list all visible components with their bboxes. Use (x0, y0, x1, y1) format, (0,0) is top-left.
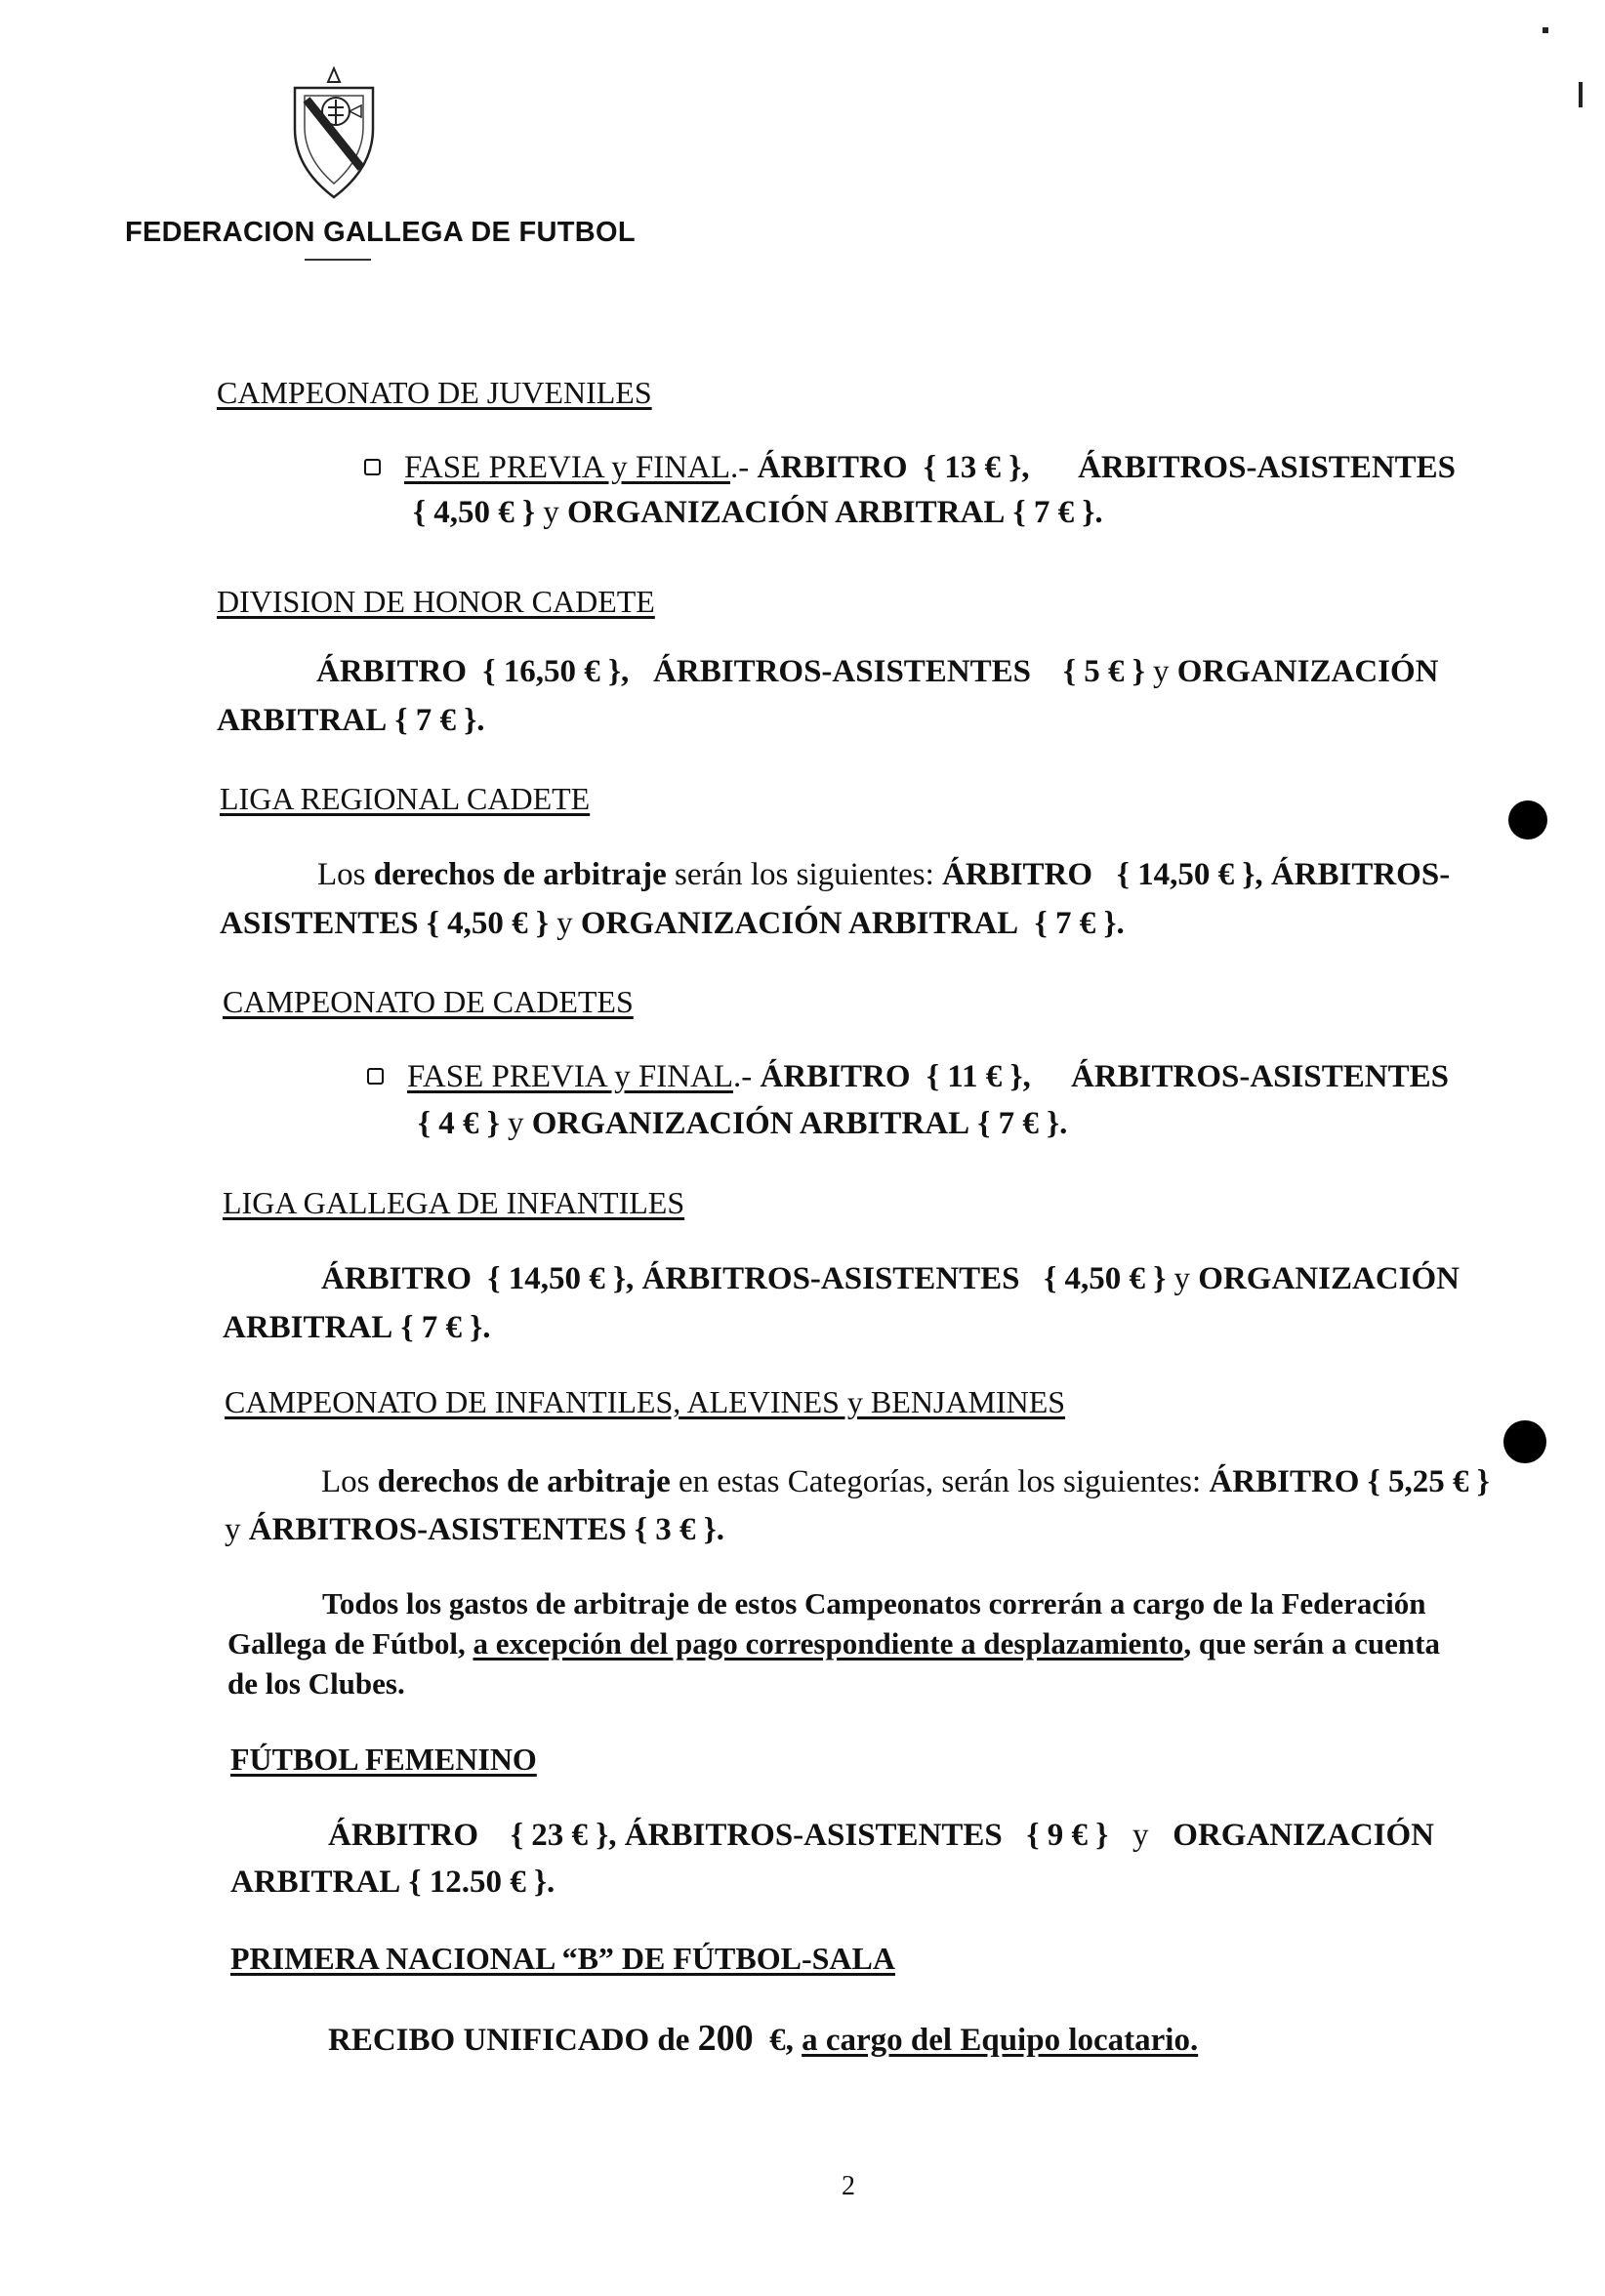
header-rule (305, 259, 371, 261)
honor-cadete-fees-line-1: ÁRBITRO { 16,50 € }, ÁRBITROS-ASISTENTES { 5 € } y ORGANIZACIÓN (316, 654, 1439, 689)
regional-cadete-fees-line-1: Los derechos de arbitraje serán los siguientes: ÁRBITRO { 14,50 € }, ÁRBITROS- (317, 857, 1451, 892)
femenino-fees-line-1: ÁRBITRO { 23 € }, ÁRBITROS-ASISTENTES { 9 € } y ORGANIZACIÓN (328, 1818, 1434, 1853)
section-title-honor-cadete: DIVISION DE HONOR CADETE (217, 584, 655, 619)
cadetes-fees-line-1: FASE PREVIA y FINAL.- ÁRBITRO { 11 € }, ÁRBITROS-ASISTENTES (367, 1059, 1449, 1095)
federation-name: FEDERACION GALLEGA DE FUTBOL (125, 217, 636, 248)
juveniles-fees-line-2: { 4,50 € } y ORGANIZACIÓN ARBITRAL { 7 € }. (413, 495, 1103, 530)
section-title-juveniles: CAMPEONATO DE JUVENILES (217, 375, 652, 410)
infantiles-fees-line-1: ÁRBITRO { 14,50 € }, ÁRBITROS-ASISTENTES { 4,50 € } y ORGANIZACIÓN (321, 1261, 1460, 1296)
federation-crest-icon (289, 61, 379, 207)
juveniles-fees-line-1: FASE PREVIA y FINAL.- ÁRBITRO { 13 € }, ÁRBITROS-ASISTENTES (364, 450, 1456, 486)
gastos-note-line-1: Todos los gastos de arbitraje de estos Campeonatos correrán a cargo de la Federación (322, 1586, 1426, 1620)
page-number: 2 (842, 2171, 855, 2201)
gastos-note-line-2: Gallega de Fútbol, a excepción del pago correspondiente a desplazamiento, que serán a cuenta (227, 1626, 1440, 1660)
section-title-cadetes: CAMPEONATO DE CADETES (223, 984, 634, 1019)
section-title-femenino: FÚTBOL FEMENINO (230, 1742, 537, 1777)
punch-hole (1503, 1420, 1546, 1463)
infantiles-alevines-fees-line-2: y ÁRBITROS-ASISTENTES { 3 € }. (225, 1512, 724, 1547)
section-title-infantiles-alevines: CAMPEONATO DE INFANTILES, ALEVINES y BENJAMINES (225, 1384, 1066, 1419)
section-title-regional-cadete: LIGA REGIONAL CADETE (220, 781, 591, 816)
regional-cadete-fees-line-2: ASISTENTES { 4,50 € } y ORGANIZACIÓN ARBITRAL { 7 € }. (220, 906, 1125, 941)
infantiles-alevines-fees-line-1: Los derechos de arbitraje en estas Categorías, serán los siguientes: ÁRBITRO { 5,25 € } (321, 1464, 1490, 1499)
futbol-sala-recibo-line: RECIBO UNIFICADO de 200 €, a cargo del Equipo locatario. (328, 2018, 1199, 2059)
gastos-note-line-3: de los Clubes. (227, 1666, 405, 1701)
punch-hole (1508, 800, 1547, 840)
honor-cadete-fees-line-2: ARBITRAL { 7 € }. (217, 703, 485, 738)
femenino-fees-line-2: ARBITRAL { 12.50 € }. (230, 1865, 556, 1900)
section-title-futbol-sala: PRIMERA NACIONAL “B” DE FÚTBOL-SALA (230, 1941, 895, 1976)
cadetes-fees-line-2: { 4 € } y ORGANIZACIÓN ARBITRAL { 7 € }. (418, 1106, 1068, 1141)
section-title-infantiles: LIGA GALLEGA DE INFANTILES (223, 1185, 685, 1220)
bullet-icon (367, 1068, 384, 1085)
scan-mark (1543, 27, 1548, 33)
infantiles-fees-line-2: ARBITRAL { 7 € }. (223, 1310, 491, 1345)
scan-mark (1579, 82, 1583, 107)
bullet-icon (364, 459, 381, 475)
